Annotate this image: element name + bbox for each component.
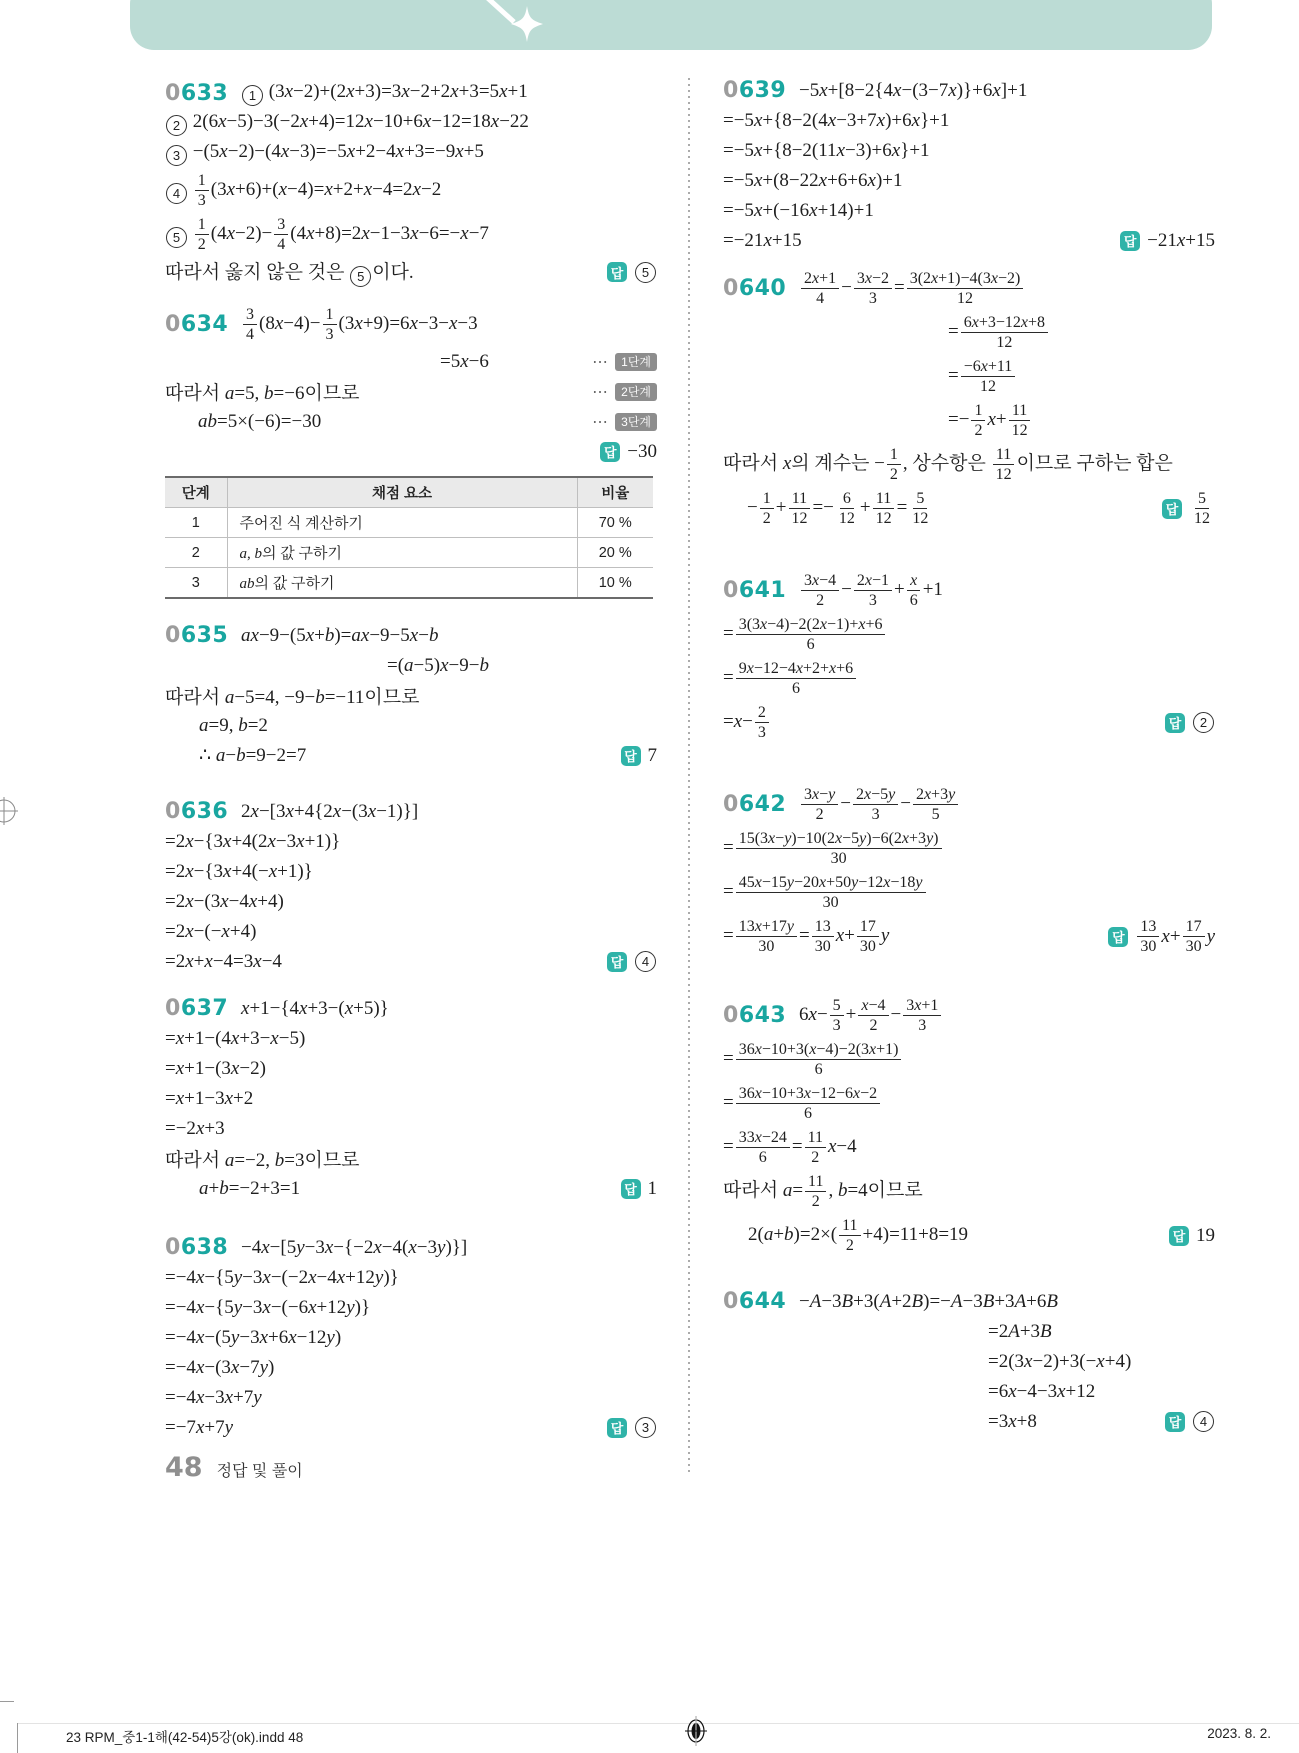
answer-badge: 답: [607, 952, 627, 972]
fraction: 17 30: [1183, 917, 1205, 956]
math-line: [165, 437, 657, 466]
grading-table: [165, 476, 653, 599]
table-header-cell: 채점 요소: [227, 477, 577, 508]
math-expression: x+1−{4x+3−(x+5)}: [241, 997, 389, 1019]
problem-number: 0644: [723, 1289, 787, 1314]
math-expression: 2 2(6x−5)−3(−2x+4)=12x−10+6x−12=18x−22: [165, 111, 529, 136]
step-badge: 3단계: [615, 413, 657, 431]
math-expression: =−4x−{5y−3x−(−6x+12y)}: [165, 1296, 371, 1318]
fraction: $\frac{15(3x-y)-10(2x-5y)-6(2x+3y)}{30}$: [736, 829, 942, 868]
answer-value: [634, 951, 657, 972]
fraction: $\frac{11}{12}$: [993, 445, 1015, 484]
registration-mark-left: [0, 797, 20, 832]
math-expression: 따라서 옳지 않은 것은 5 이다.: [165, 257, 414, 287]
math-expression: =−5x+(8−22x+6+6x)+1: [723, 169, 903, 191]
answer-value: [1189, 487, 1215, 530]
math-line: [723, 226, 1215, 255]
math-expression: 2x−[3x+4{2x−(3x−1)}]: [241, 800, 419, 822]
answer: [599, 951, 657, 972]
answer-value: 7: [647, 744, 657, 766]
solutions-column-right: [723, 0, 1215, 1753]
math-line: [165, 1233, 657, 1262]
problem-0639: [723, 75, 1215, 256]
fraction: $\frac{2x-1}{3}$: [854, 571, 892, 610]
answer: [613, 745, 658, 767]
math-line: [723, 1377, 1215, 1406]
math-expression: 5 $\frac{1}{2}$ (4x−2)− $\frac{3}{4}$ (4x+8)=2x−1−3x−6=−x−7: [165, 213, 489, 256]
math-line: [165, 169, 657, 212]
math-line: [165, 257, 657, 287]
fraction: $\frac{3x-4}{2}$: [801, 571, 839, 610]
fraction: $\frac{1}{2}$: [760, 489, 774, 528]
print-footer-date: 2023. 8. 2.: [1207, 1726, 1271, 1741]
circled-number: 3: [166, 145, 187, 166]
crop-mark-vertical: [17, 1723, 18, 1753]
problem-0641: [723, 568, 1215, 745]
math-expression: =(a−5)x−9−b: [387, 654, 489, 676]
problem-number: 0634: [165, 312, 229, 337]
problem-number: 0638: [165, 1235, 229, 1260]
table-cell: 20 %: [577, 538, 653, 568]
table-cell: 3: [165, 568, 227, 599]
math-line: [165, 79, 657, 108]
answer-value: −21 x +15: [1147, 229, 1215, 251]
fraction: $\frac{6x+3-12x+8}{12}$: [961, 313, 1048, 352]
answer: [592, 441, 657, 463]
math-line: [165, 681, 657, 710]
math-line: [723, 1214, 1215, 1257]
problem-0643: [723, 993, 1215, 1258]
step-indicator: [584, 382, 657, 401]
answer: [1100, 915, 1215, 958]
math-expression: =3x+8: [988, 1410, 1037, 1432]
math-expression: =2x−{3x+4(2x−3x+1)}: [165, 830, 341, 852]
math-expression: −A−3B+3(A+2B)=−A−3B+3A+6B: [799, 1290, 1058, 1312]
fraction: $\frac{36x-10+3(x-4)-2(3x+1)}{6}$: [736, 1040, 902, 1079]
fraction: $\frac{1}{2}$: [195, 215, 209, 254]
answer: [599, 1417, 657, 1438]
math-line: [723, 1126, 1215, 1169]
circled-number: 5: [166, 227, 187, 248]
problem-0642: [723, 782, 1215, 959]
fraction: $\frac{5}{3}$: [830, 996, 844, 1035]
math-line: [723, 827, 1215, 870]
math-expression: 4 $\frac{1}{3}$ (3x+6)+(x−4)=x+2+x−4=2x−2: [165, 169, 441, 212]
problem-number: 0635: [165, 623, 229, 648]
math-expression: =−4x−(5y−3x+6x−12y): [165, 1326, 342, 1348]
math-line: [165, 407, 657, 436]
math-expression: $\frac{3x-y}{2}$ − $\frac{2x-5y}{3}$ − $\frac{2x+3y}{5}$: [799, 783, 960, 826]
math-expression: =−4x−{5y−3x−(−2x−4x+12y)}: [165, 1266, 399, 1288]
math-line: [723, 399, 1215, 442]
math-line: [723, 1407, 1215, 1436]
math-expression: a=9, b=2: [199, 714, 268, 736]
math-expression: =5x−6: [440, 350, 489, 372]
answer-badge: 답: [621, 1179, 641, 1199]
math-line: [165, 994, 657, 1023]
answer: [599, 262, 657, 283]
answer-value: 1: [647, 1177, 657, 1199]
fraction: $\frac{1}{3}$: [195, 171, 209, 210]
math-line: [723, 657, 1215, 700]
answer-value: [634, 262, 657, 283]
math-line: [165, 711, 657, 740]
answer: [1157, 712, 1215, 733]
page-footer-label: 정답 및 풀이: [216, 1463, 303, 1480]
math-line: [165, 1323, 657, 1352]
problem-0637: [165, 993, 657, 1204]
math-expression: =2x−(−x+4): [165, 920, 257, 942]
math-line: [723, 569, 1215, 612]
math-line: [723, 267, 1215, 310]
math-expression: =2x+x−4=3x−4: [165, 950, 282, 972]
math-line: [165, 947, 657, 976]
math-line: [723, 487, 1215, 530]
math-expression: 따라서 a=−2, b=3이므로: [165, 1150, 360, 1171]
answer-value: −30: [627, 440, 657, 462]
math-expression: =x+1−3x+2: [165, 1087, 254, 1109]
math-expression: =−5x+{8−2(11x−3)+6x}+1: [723, 139, 930, 161]
answer-badge: 답: [1162, 499, 1182, 519]
math-line: [165, 139, 657, 168]
math-line: [165, 1383, 657, 1412]
problem-0634: [165, 302, 657, 467]
math-line: [723, 166, 1215, 195]
answer-value: [1192, 1411, 1215, 1432]
answer: [1161, 1225, 1215, 1247]
table-cell: a, b의 값 구하기: [227, 538, 577, 568]
step-indicator: [584, 352, 657, 371]
math-line: [165, 1353, 657, 1382]
math-expression: =2A+3B: [988, 1320, 1052, 1342]
fraction: $\frac{13x+17y}{30}$: [736, 917, 797, 956]
math-line: [723, 871, 1215, 914]
math-line: [723, 196, 1215, 225]
fraction: $\frac{2}{3}$: [755, 703, 769, 742]
problem-0633: [165, 78, 657, 288]
fraction: $\frac{5}{12}$: [912, 490, 929, 527]
math-expression: =−21x+15: [723, 229, 802, 251]
math-expression: 따라서 a=5, b=−6이므로: [165, 383, 360, 404]
fraction: $\frac{13}{30}$: [812, 917, 834, 956]
math-expression: =6x−4−3x+12: [988, 1380, 1096, 1402]
math-line: [165, 1024, 657, 1053]
math-line: [723, 76, 1215, 105]
math-expression: =2x−{3x+4(−x+1)}: [165, 860, 313, 882]
table-cell: 70 %: [577, 508, 653, 538]
problem-number: 0636: [165, 799, 229, 824]
math-line: [165, 651, 657, 680]
ellipsis: ⋯: [592, 352, 609, 371]
fraction: $\frac{11}{12}$: [1009, 401, 1031, 440]
math-expression: = $\frac{15(3x-y)-10(2x-5y)-6(2x+3y)}{30}$: [723, 827, 944, 870]
math-expression: =−5x+(−16x+14)+1: [723, 199, 874, 221]
ellipsis: ⋯: [592, 412, 609, 431]
problem-number: 0642: [723, 792, 787, 817]
fraction: $\frac{11}{12}$: [788, 489, 810, 528]
math-line: [165, 1054, 657, 1083]
math-line: [165, 741, 657, 770]
table-cell: 2: [165, 538, 227, 568]
table-cell: 주어진 식 계산하기: [227, 508, 577, 538]
answer-badge: 답: [607, 262, 627, 282]
circled-number: 4: [635, 951, 656, 972]
math-line: [165, 1114, 657, 1143]
ellipsis: ⋯: [592, 382, 609, 401]
math-expression: =− $\frac{1}{2}$ x+ $\frac{11}{12}$: [948, 399, 1033, 442]
fraction: $\frac{33x-24}{6}$: [736, 1128, 790, 1167]
math-line: [723, 136, 1215, 165]
math-line: [165, 303, 657, 346]
page-footer: [165, 1452, 303, 1483]
fraction: $\frac{11}{2}$: [805, 1172, 826, 1211]
problem-0640: [723, 266, 1215, 531]
math-expression: 6x− $\frac{5}{3}$ + $\frac{x-4}{2}$ − $\frac{3x+1}{3}$: [799, 994, 943, 1037]
circled-number: 4: [166, 183, 187, 204]
math-expression: =−5x+{8−2(4x−3+7x)+6x}+1: [723, 109, 950, 131]
math-line: [723, 783, 1215, 826]
math-line: [723, 1317, 1215, 1346]
math-expression: =−4x−(3x−7y): [165, 1356, 275, 1378]
math-line: [723, 701, 1215, 744]
math-expression: a+b=−2+3=1: [199, 1177, 301, 1199]
table-header-cell: 비율: [577, 477, 653, 508]
fraction: $\frac{1}{2}$: [971, 401, 985, 440]
table-cell: 10 %: [577, 568, 653, 599]
fraction: $\frac{x-4}{2}$: [858, 996, 888, 1035]
problem-number: 0633: [165, 81, 229, 106]
answer-badge: 답: [1108, 927, 1128, 947]
math-expression: 따라서 x의 계수는 − $\frac{1}{2}$ , 상수항은 $\frac{11}{12}$ 이므로 구하는 합은: [723, 446, 1173, 483]
math-line: [165, 1144, 657, 1173]
fraction: $\frac{3}{4}$: [243, 305, 257, 344]
math-expression: =−2x+3: [165, 1117, 225, 1139]
fraction: $\frac{1}{3}$: [323, 305, 337, 344]
math-line: [165, 1084, 657, 1113]
math-line: [165, 1413, 657, 1442]
answer: [613, 1178, 658, 1200]
fraction: $\frac{36x-10+3x-12-6x-2}{6}$: [736, 1084, 880, 1123]
table-cell: ab의 값 구하기: [227, 568, 577, 599]
math-line: [723, 311, 1215, 354]
math-expression: ax−9−(5x+b)=ax−9−5x−b: [241, 624, 439, 646]
circled-number: 1: [242, 85, 263, 106]
circled-number: 4: [1193, 1411, 1214, 1432]
fraction: $\frac{1}{2}$: [887, 445, 901, 484]
problem-0636: [165, 796, 657, 977]
table-header-cell: 단계: [165, 477, 227, 508]
fraction: $\frac{9x-12-4x+2+x+6}{6}$: [736, 659, 856, 698]
math-line: [723, 613, 1215, 656]
circled-number: 2: [166, 115, 187, 136]
step-indicator: [584, 412, 657, 431]
math-line: [165, 797, 657, 826]
math-line: [723, 994, 1215, 1037]
table-row: [165, 508, 653, 538]
math-expression: = $\frac{36x-10+3(x-4)-2(3x+1)}{6}$: [723, 1038, 903, 1081]
math-line: [723, 915, 1215, 958]
table-row: [165, 568, 653, 599]
math-expression: = $\frac{6x+3-12x+8}{12}$: [948, 311, 1050, 354]
fraction: $\frac{3(3x-4)-2(2x-1)+x+6}{6}$: [736, 615, 886, 654]
math-expression: 2(a+b)=2×( $\frac{11}{2}$ +4)=11+8=19: [748, 1217, 969, 1254]
math-expression: =−4x−3x+7y: [165, 1386, 262, 1408]
fraction: $\frac{3x-y}{2}$: [801, 785, 838, 824]
math-expression: − $\frac{1}{2}$ + $\frac{11}{12}$ =− $\frac{6}{12}$ + $\frac{11}{12}$ = $\frac{5}{12}$: [747, 487, 933, 530]
math-expression: −5x+[8−2{4x−(3−7x)}+6x]+1: [799, 79, 1028, 101]
math-expression: $\frac{2x+1}{4}$ − $\frac{3x-2}{3}$ = $\frac{3(2x+1)-4(3x-2)}{12}$: [799, 267, 1025, 310]
math-line: [165, 857, 657, 886]
math-line: [165, 917, 657, 946]
answer-badge: 답: [1165, 713, 1185, 733]
math-line: [723, 1287, 1215, 1316]
print-edge-line: [18, 1723, 1299, 1724]
math-line: [165, 887, 657, 916]
answer-value: [634, 1417, 657, 1438]
math-expression: ∴ a−b=9−2=7: [199, 745, 307, 766]
fraction: $\frac{2x+1}{4}$: [801, 269, 839, 308]
answer: [1157, 1411, 1215, 1432]
math-expression: = $\frac{45x-15y-20x+50y-12x-18y}{30}$: [723, 871, 928, 914]
math-expression: =2(3x−2)+3(−x+4): [988, 1350, 1132, 1372]
math-expression: =2x−(3x−4x+4): [165, 890, 284, 912]
math-expression: = $\frac{36x-10+3x-12-6x-2}{6}$: [723, 1082, 882, 1125]
math-line: [165, 1174, 657, 1203]
step-badge: 1단계: [615, 353, 657, 371]
math-expression: = $\frac{33x-24}{6}$ = $\frac{11}{2}$ x−4: [723, 1129, 857, 1166]
circled-number: 5: [635, 262, 656, 283]
crop-mark-horizontal: [0, 1701, 14, 1702]
math-line: [165, 1263, 657, 1292]
math-expression: 3 −(5x−2)−(4x−3)=−5x+2−4x+3=−9x+5: [165, 141, 484, 166]
problem-0644: [723, 1286, 1215, 1437]
fraction: $\frac{2x+3y}{5}$: [913, 785, 958, 824]
fraction: $\frac{3x+1}{3}$: [903, 996, 941, 1035]
column-divider: [688, 78, 690, 1474]
fraction: 13 30: [1137, 917, 1159, 956]
problem-number: 0639: [723, 78, 787, 103]
math-line: [165, 109, 657, 138]
solutions-column-left: [165, 0, 657, 1753]
math-line: [723, 355, 1215, 398]
math-expression: = $\frac{9x-12-4x+2+x+6}{6}$: [723, 657, 858, 700]
math-line: [165, 213, 657, 256]
fraction: $\frac{3(2x+1)-4(3x-2)}{12}$: [907, 269, 1024, 308]
fraction: $\frac{-6x+11}{12}$: [961, 357, 1016, 396]
math-expression: −4x−[5y−3x−{−2x−4(x−3y)}]: [241, 1236, 468, 1258]
math-line: [165, 621, 657, 650]
math-expression: =x− $\frac{2}{3}$: [723, 701, 771, 744]
answer-badge: 답: [607, 1418, 627, 1438]
fraction: $\frac{11}{2}$: [839, 1216, 860, 1255]
table-row: [165, 538, 653, 568]
fraction: $\frac{6}{12}$: [838, 490, 855, 527]
answer-badge: 답: [621, 746, 641, 766]
fraction: $\frac{3x-2}{3}$: [854, 269, 892, 308]
fraction: $\frac{3}{4}$: [274, 215, 288, 254]
math-expression: = $\frac{13x+17y}{30}$ = $\frac{13}{30}$ x+ $\frac{17}{30}$ y: [723, 918, 890, 955]
math-line: [165, 827, 657, 856]
fraction: $\frac{2x-5y}{3}$: [853, 785, 898, 824]
math-expression: 따라서 a−5=4, −9−b=−11이므로: [165, 687, 420, 708]
math-line: [723, 1347, 1215, 1376]
problem-0638: [165, 1232, 657, 1443]
math-line: [165, 377, 657, 406]
answer-value: [1192, 712, 1215, 733]
circled-number: 5: [350, 266, 371, 287]
math-expression: =x+1−(3x−2): [165, 1057, 266, 1079]
math-line: [165, 347, 657, 376]
math-expression: =x+1−(4x+3−x−5): [165, 1027, 306, 1049]
math-expression: 1 (3x−2)+(2x+3)=3x−2+2x+3=5x+1: [241, 81, 528, 106]
fraction: $\frac{45x-15y-20x+50y-12x-18y}{30}$: [736, 873, 926, 912]
math-line: [723, 106, 1215, 135]
problem-number: 0640: [723, 276, 787, 301]
math-expression: $\frac{3}{4}$ (8x−4)− $\frac{1}{3}$ (3x+9)=6x−3−x−3: [241, 303, 478, 346]
problem-number: 0643: [723, 1003, 787, 1028]
math-expression: 따라서 a= $\frac{11}{2}$ , b=4이므로: [723, 1173, 923, 1210]
circled-number: 3: [635, 1417, 656, 1438]
answer: [1112, 230, 1215, 252]
math-expression: = $\frac{3(3x-4)-2(2x-1)+x+6}{6}$: [723, 613, 887, 656]
fraction: 5 12: [1194, 490, 1210, 527]
answer-badge: 답: [1169, 1226, 1189, 1246]
answer-value: 19: [1196, 1224, 1215, 1246]
math-line: [723, 1170, 1215, 1213]
fraction: $\frac{11}{2}$: [805, 1128, 826, 1167]
math-expression: $\frac{3x-4}{2}$ − $\frac{2x-1}{3}$ + $\frac{x}{6}$ +1: [799, 569, 943, 612]
table-cell: 1: [165, 508, 227, 538]
math-line: [723, 443, 1215, 486]
math-line: [723, 1038, 1215, 1081]
fraction: $\frac{11}{12}$: [873, 489, 895, 528]
step-badge: 2단계: [615, 383, 657, 401]
registration-mark-center: [682, 1714, 710, 1753]
math-expression: =−7x+7y: [165, 1416, 234, 1438]
problem-number: 0641: [723, 578, 787, 603]
answer-badge: 답: [1120, 231, 1140, 251]
math-line: [723, 1082, 1215, 1125]
answer-badge: 답: [1165, 1412, 1185, 1432]
math-line: [165, 1293, 657, 1322]
problem-number: 0637: [165, 996, 229, 1021]
fraction: $\frac{17}{30}$: [857, 917, 879, 956]
math-expression: ab=5×(−6)=−30: [198, 410, 322, 432]
problem-0635: [165, 620, 657, 771]
print-footer-filename: 23 RPM_중1-1해(42-54)5강(ok).indd 48: [66, 1730, 304, 1745]
answer-badge: 답: [600, 442, 620, 462]
answer: [1154, 487, 1215, 530]
page-number: 48: [165, 1452, 203, 1483]
table-header-row: [165, 477, 653, 508]
math-expression: = $\frac{-6x+11}{12}$: [948, 355, 1017, 398]
circled-number: 2: [1193, 712, 1214, 733]
answer-value: 13 30 x + 17 30 y: [1135, 915, 1215, 958]
fraction: $\frac{x}{6}$: [907, 571, 921, 610]
